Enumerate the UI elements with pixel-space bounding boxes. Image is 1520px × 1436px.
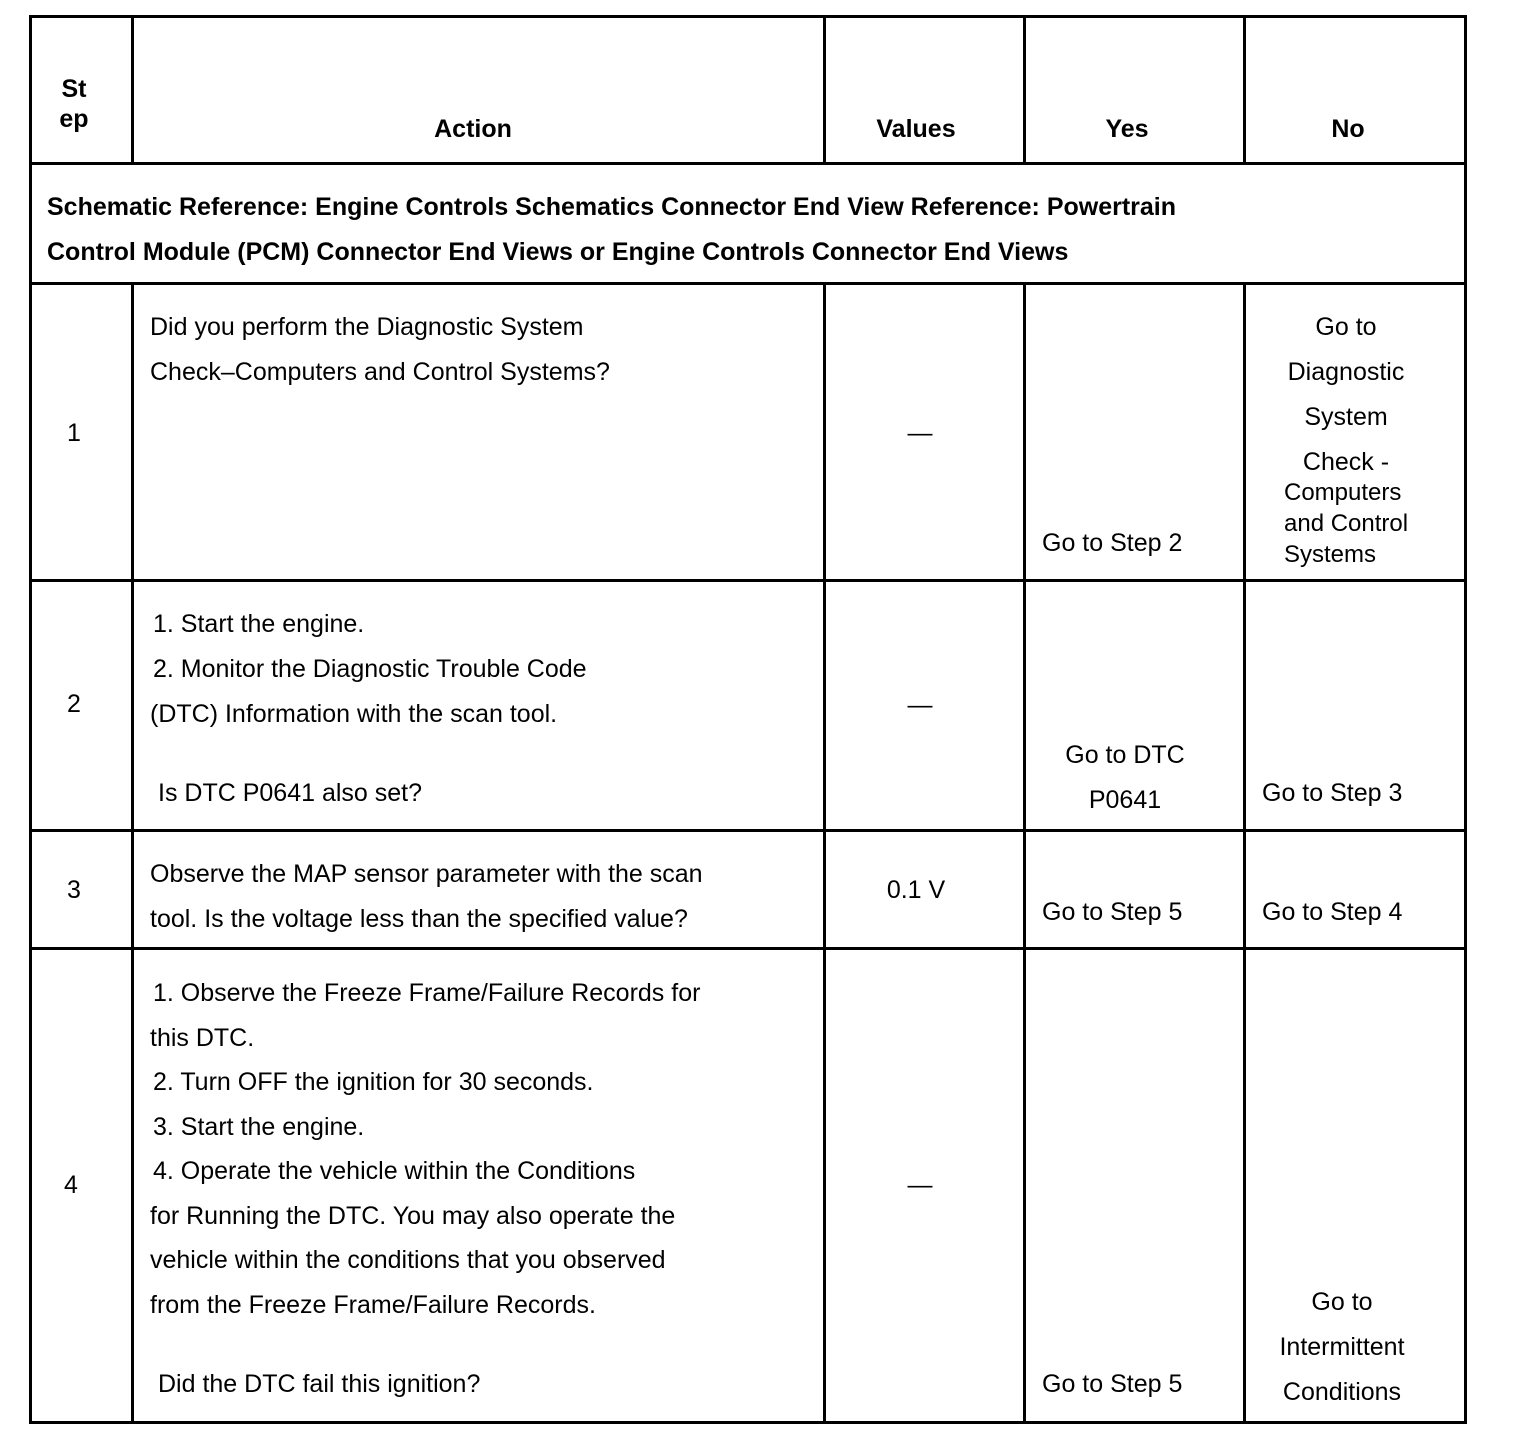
- action-text: [150, 305, 610, 395]
- action-line: Check–Computers and Control Systems?: [150, 358, 610, 386]
- table-border-bottom: [29, 1421, 1467, 1424]
- header-step: [59, 74, 88, 134]
- action-line: 1. Observe the Freeze Frame/Failure Records for: [153, 979, 701, 1007]
- action-text: [150, 602, 587, 737]
- header-step-line: St: [61, 75, 87, 103]
- action-line: 2. Monitor the Diagnostic Trouble Code: [153, 655, 587, 683]
- row-divider: [29, 162, 1467, 165]
- table-border-top: [29, 15, 1467, 18]
- action-line: vehicle within the conditions that you observed: [150, 1246, 666, 1274]
- yes-cell: [1065, 733, 1184, 823]
- no-line: Computers: [1284, 479, 1402, 506]
- action-line: Did you perform the Diagnostic System: [150, 313, 584, 341]
- no-cell: Go to Step 4: [1262, 898, 1403, 926]
- no-line: Systems: [1284, 541, 1377, 568]
- header-no: No: [1331, 115, 1365, 143]
- action-line: (DTC) Information with the scan tool.: [150, 700, 558, 728]
- column-divider: [823, 15, 826, 165]
- row-divider: [29, 579, 1467, 582]
- value-cell: —: [907, 1171, 933, 1199]
- no-cell: [1288, 305, 1405, 485]
- yes-line: P0641: [1088, 786, 1162, 814]
- action-line: 4. Operate the vehicle within the Conditions: [153, 1157, 636, 1185]
- value-cell: —: [907, 691, 933, 719]
- step-number: 1: [67, 419, 81, 447]
- yes-cell: Go to Step 5: [1042, 898, 1183, 926]
- no-line: Diagnostic: [1287, 358, 1405, 386]
- column-divider: [1243, 15, 1246, 165]
- header-values: Values: [876, 115, 956, 143]
- step-number: 3: [67, 876, 81, 904]
- action-line: 1. Start the engine.: [153, 610, 365, 638]
- row-divider: [29, 947, 1467, 950]
- no-cell: Go to Step 3: [1262, 779, 1403, 807]
- yes-line: Go to DTC: [1065, 741, 1185, 769]
- column-divider: [823, 282, 826, 1424]
- no-line: Go to: [1315, 313, 1377, 341]
- column-divider: [131, 15, 134, 165]
- no-line: Intermittent: [1279, 1333, 1405, 1361]
- action-line: from the Freeze Frame/Failure Records.: [150, 1290, 596, 1319]
- no-line: Go to: [1311, 1288, 1373, 1316]
- header-yes: Yes: [1105, 115, 1149, 143]
- action-line: 3. Start the engine.: [153, 1112, 365, 1141]
- yes-cell: Go to Step 5: [1042, 1370, 1183, 1398]
- row-divider: [29, 829, 1467, 832]
- action-line: 2. Turn OFF the ignition for 30 seconds.: [153, 1068, 594, 1096]
- column-divider: [131, 282, 134, 1424]
- column-divider: [1023, 15, 1026, 165]
- table-border-right: [1464, 15, 1467, 1424]
- action-line: this DTC.: [150, 1023, 255, 1052]
- table-border-left: [29, 15, 32, 1424]
- action-question: Is DTC P0641 also set?: [158, 779, 423, 807]
- no-line: System: [1304, 403, 1388, 431]
- value-cell: —: [907, 419, 933, 447]
- header-action: Action: [434, 115, 512, 143]
- no-line: Check -: [1302, 448, 1390, 476]
- column-divider: [1023, 282, 1026, 1424]
- no-cell: [1279, 1280, 1404, 1415]
- column-divider: [1243, 282, 1246, 1424]
- reference-line: Schematic Reference: Engine Controls Schematics Connector End View Reference: Powertrain: [47, 193, 1177, 221]
- action-line: Observe the MAP sensor parameter with the scan: [150, 860, 703, 888]
- value-cell: 0.1 V: [886, 876, 946, 904]
- reference-line: Control Module (PCM) Connector End Views or Engine Controls Connector End Views: [47, 238, 1069, 266]
- action-line: tool. Is the voltage less than the specified value?: [150, 905, 688, 933]
- no-cell-continued: [1284, 477, 1408, 570]
- schematic-reference: [47, 185, 1176, 275]
- step-number: 2: [67, 690, 81, 718]
- no-line: and Control: [1284, 510, 1409, 537]
- action-line: for Running the DTC. You may also operate the: [150, 1201, 676, 1230]
- action-text: [150, 971, 700, 1327]
- yes-cell: Go to Step 2: [1042, 529, 1183, 557]
- step-number: 4: [64, 1171, 78, 1199]
- no-line: Conditions: [1282, 1378, 1402, 1406]
- header-step-line: ep: [59, 105, 89, 133]
- row-divider: [29, 282, 1467, 285]
- action-text: [150, 852, 703, 942]
- action-question: Did the DTC fail this ignition?: [158, 1370, 481, 1398]
